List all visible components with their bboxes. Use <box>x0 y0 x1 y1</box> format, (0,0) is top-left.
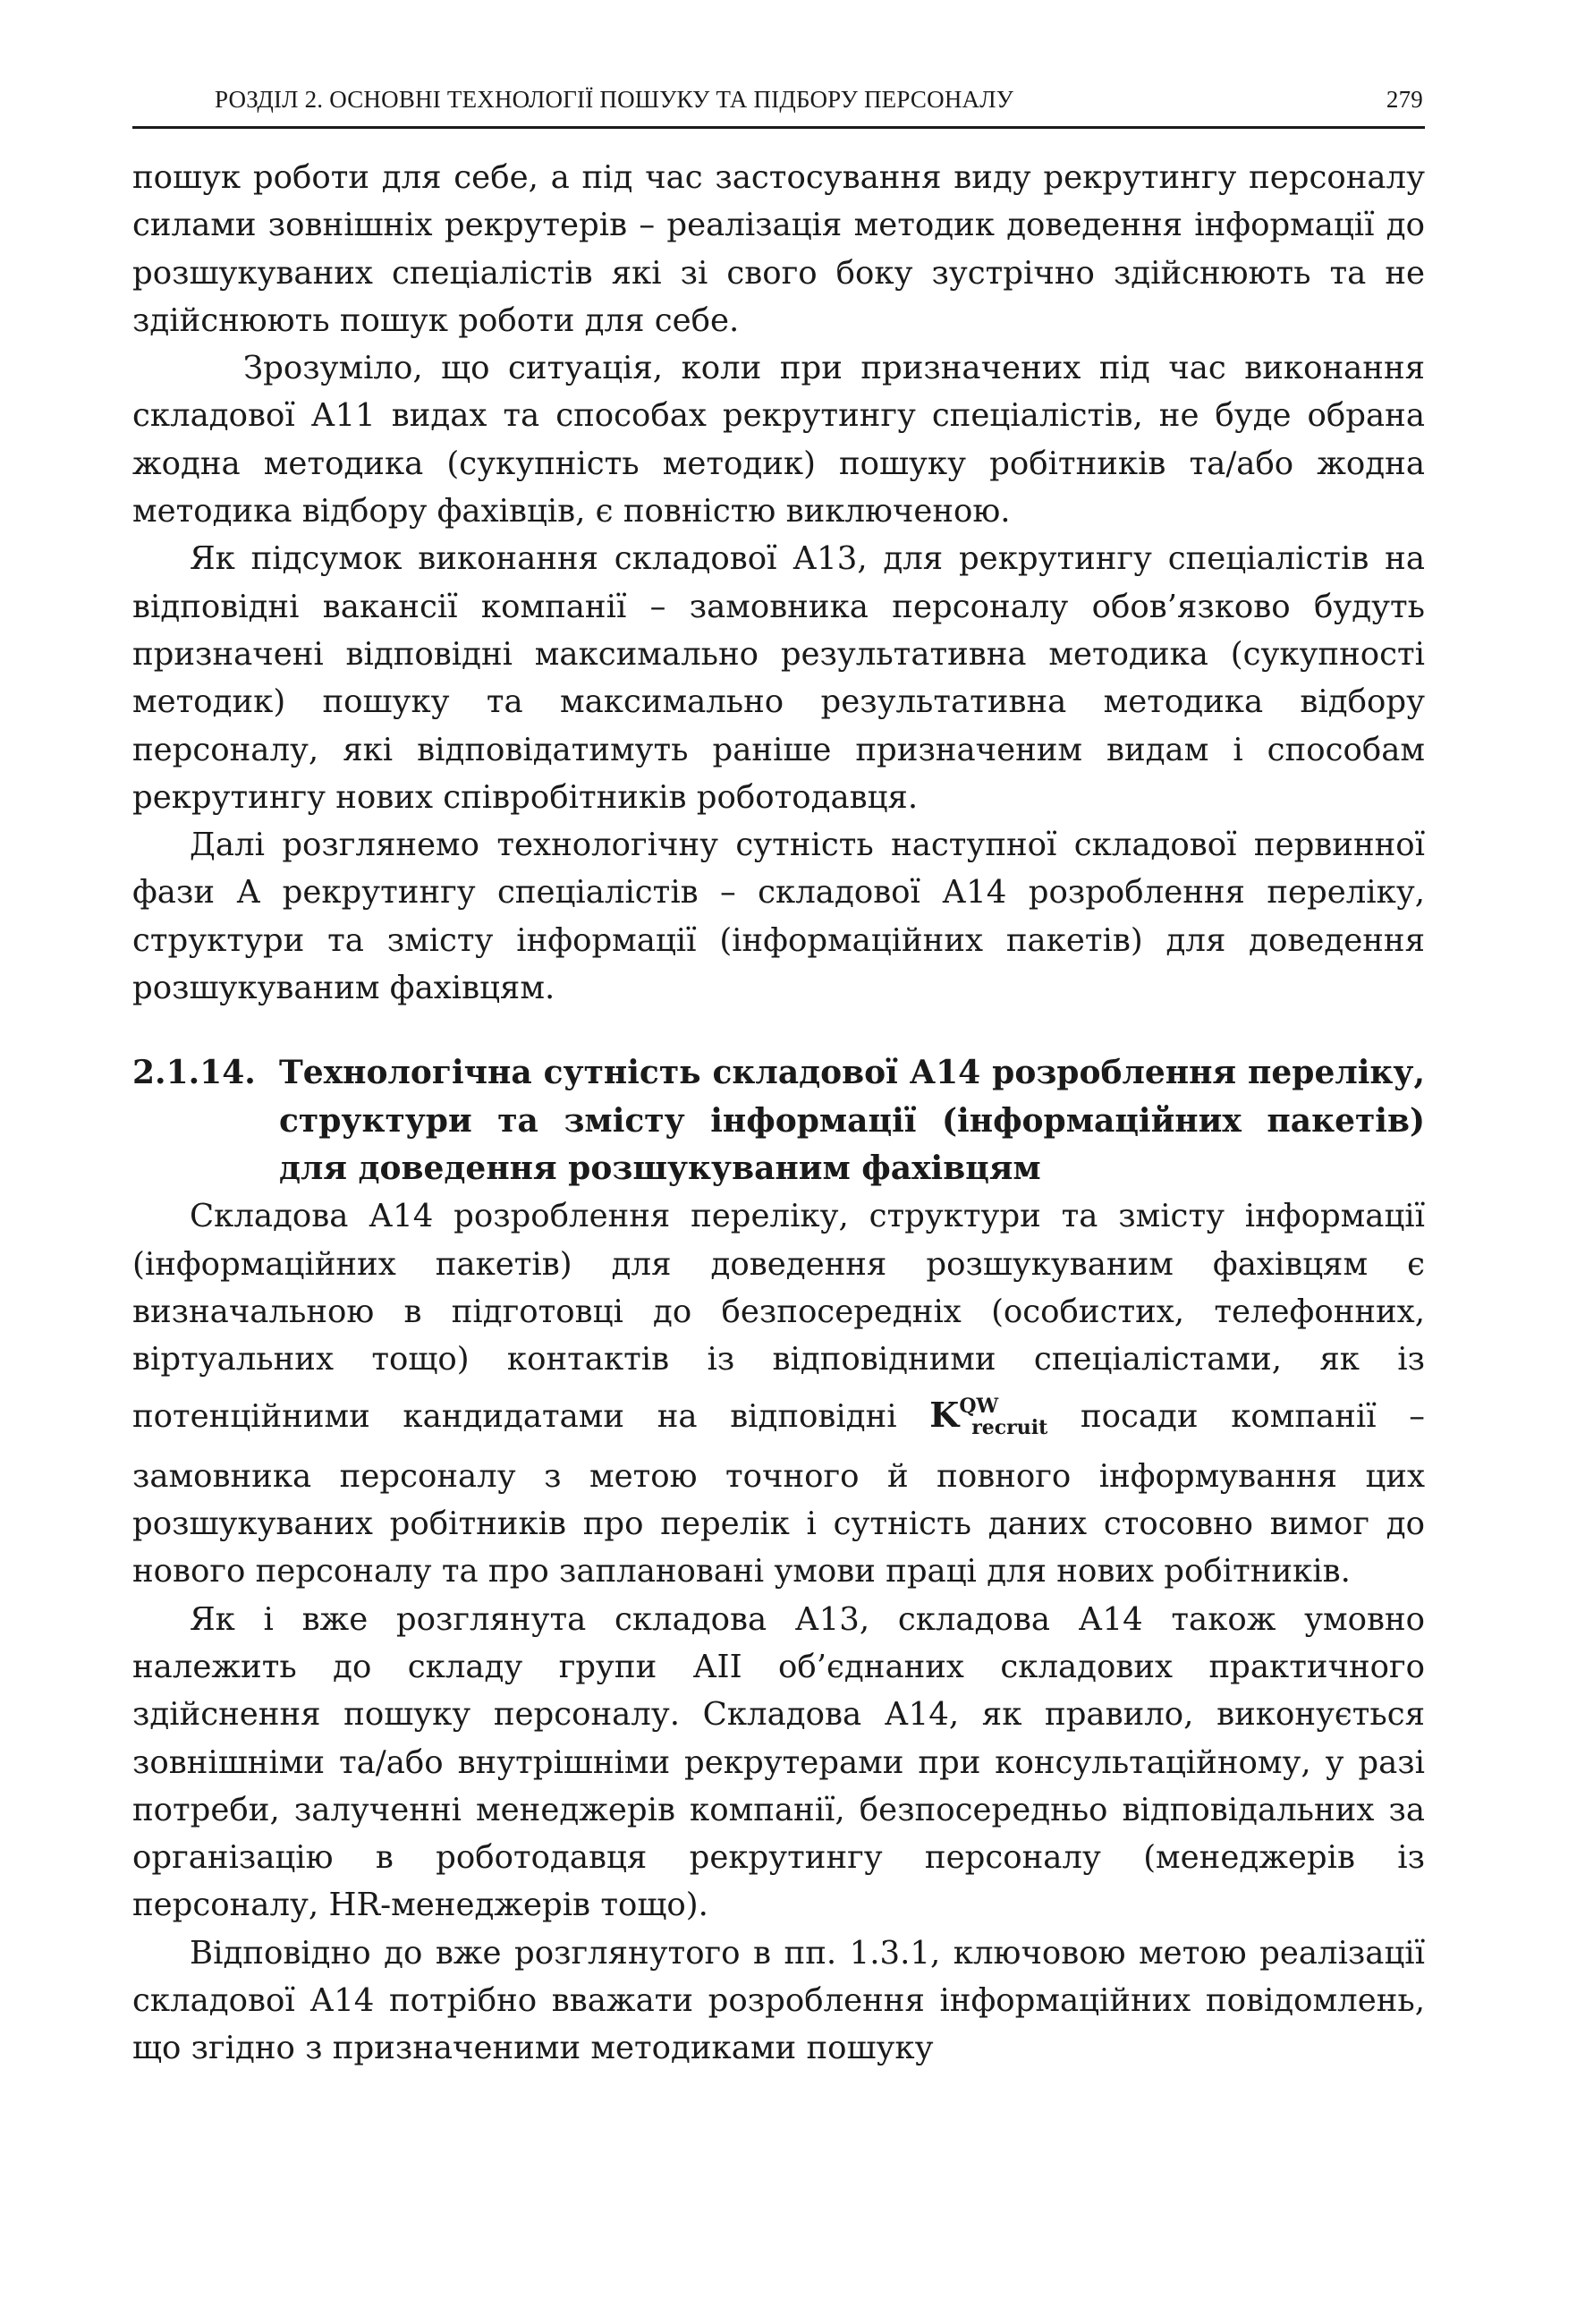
running-header-title: РОЗДІЛ 2. ОСНОВНІ ТЕХНОЛОГІЇ ПОШУКУ ТА ПІДБОРУ ПЕРСОНАЛУ <box>215 86 1014 113</box>
paragraph-3: Як підсумок виконання складової А13, для рекрутингу спеціалістів на відповідні вакансії компанії – замовника персоналу обов’язково будуть призначені відповідні максимально результативна методика (сукупності методик) пошуку та максимально результативна методика відбору персоналу, які відповідатимуть раніше призначеним видам і способам рекрутингу нових співробітників роботодавця. <box>132 540 1425 816</box>
paragraph-1: пошук роботи для себе, а під час застосування виду рекрутингу персоналу силами зовнішніх рекрутерів – реалізація методик доведення інформації до розшукуваних спеціалістів які зі свого боку зустрічно здійснюють та не здійснюють пошук роботи для себе. <box>132 159 1425 339</box>
paragraph-2: Зрозуміло, що ситуація, коли при призначених під час виконання складової А11 видах та способах рекрутингу спеціалістів, не буде обрана жодна методика (сукупність методик) пошуку робітників та/або жодна методика відбору фахівців, є повністю виключеною. <box>132 350 1425 530</box>
paragraph-5 <box>132 1192 1425 1595</box>
section-number: 2.1.14. <box>132 1054 256 1092</box>
paragraph-6: Як і вже розглянута складова А13, складова А14 також умовно належить до складу групи АІІ об’єднаних складових практичного здійснення пошуку персоналу. Складова А14, як правило, виконується зовнішніми та/або внутрішніми рекрутерами при консультаційному, у разі потреби, залученні менеджерів компанії, безпосередньо відповідальних за організацію в роботодавця рекрутингу персоналу (менеджерів із персоналу, HR-менеджерів тощо). <box>132 1600 1425 1924</box>
running-header <box>132 86 1425 129</box>
body-text <box>132 154 1425 2073</box>
formula-subscript: recruit <box>971 1416 1048 1440</box>
paragraph-5-before: Складова А14 розроблення переліку, структури та змісту інформації (інформаційних пакетів) для доведення розшукуваним фахівцям є визначальною в підготовці до безпосередніх (особистих, телефонних, віртуальних тощо) контактів із відповідними спеціалістами, як із потенційними кандидатами на відповідні <box>132 1198 1425 1436</box>
page-number: 279 <box>1386 86 1423 113</box>
paragraph-7: Відповідно до вже розглянутого в пп. 1.3.1, ключовою метою реалізації складової А14 потрібно вважати розроблення інформаційних повідомлень, що згідно з призначеними методиками пошуку <box>132 1934 1425 2067</box>
formula-base: K <box>929 1395 960 1436</box>
formula-superscript: QW <box>959 1395 999 1419</box>
paragraph-4: Далі розглянемо технологічну сутність наступної складової первинної фази А рекрутингу спеціалістів – складової А14 розроблення переліку, структури та змісту інформації (інформаційних пакетів) для доведення розшукуваним фахівцям. <box>132 827 1425 1007</box>
section-title: Технологічна сутність складової А14 розроблення переліку, структури та змісту інформації (інформаційних пакетів) для доведення розшукуваним фахівцям <box>279 1054 1425 1187</box>
section-heading <box>132 1049 1425 1192</box>
formula-k-recruit <box>929 1395 1048 1440</box>
paragraph-5-after: посади компанії – замовника персоналу з метою точного й повного інформування цих розшукуваних робітників про перелік і сутність даних стосовно вимог до нового персоналу та про заплановані умови праці для нових робітників. <box>132 1398 1425 1590</box>
book-page <box>132 86 1425 2073</box>
